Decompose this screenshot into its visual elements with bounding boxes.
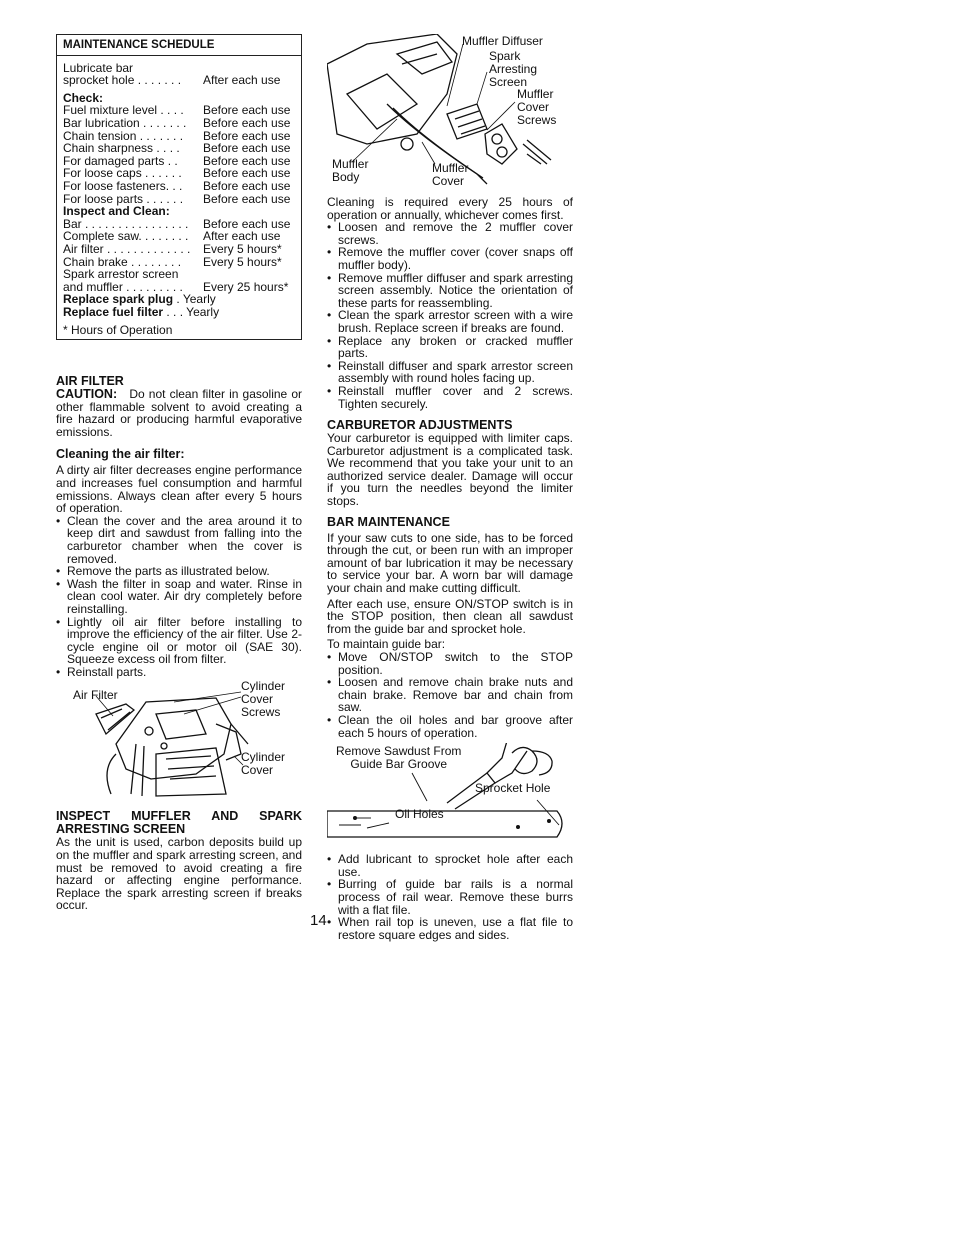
schedule-row bbox=[63, 306, 295, 319]
list-item: • Loosen and remove the 2 muffler cover screws. bbox=[327, 221, 573, 246]
schedule-value: Before each use bbox=[203, 153, 291, 168]
cleaning-air-filter-heading: Cleaning the air filter: bbox=[56, 447, 185, 462]
fig-label-muffler-cover: Muffler Cover bbox=[432, 161, 469, 188]
schedule-value: After each use bbox=[203, 229, 281, 244]
fig-label-muffler-cover-screws: Muffler Cover Screws bbox=[517, 87, 557, 127]
schedule-key: Chain sharpness . . . . bbox=[63, 141, 180, 156]
caution-label: CAUTION: bbox=[56, 387, 118, 401]
schedule-lubricate: Lubricate bar bbox=[63, 60, 134, 75]
schedule-key: For loose caps . . . . . . bbox=[63, 166, 182, 181]
bar-steps-2 bbox=[327, 853, 573, 941]
muffler-steps bbox=[327, 221, 573, 410]
schedule-value: Before each use bbox=[203, 141, 291, 156]
schedule-value: . . . Yearly bbox=[166, 304, 220, 319]
schedule-value: Before each use bbox=[203, 166, 291, 181]
schedule-inspect-heading: Inspect and Clean: bbox=[63, 204, 170, 219]
schedule-key: Chain tension . . . . . . . bbox=[63, 128, 184, 143]
fig-label-remove-sawdust: Remove Sawdust From Guide Bar Groove bbox=[336, 744, 462, 772]
list-item: • Reinstall muffler cover and 2 screws. Tighten securely. bbox=[327, 385, 573, 410]
list-item: • Add lubricant to sprocket hole after each use. bbox=[327, 853, 573, 878]
fig-label-oil-holes: Oil Holes bbox=[395, 807, 444, 822]
schedule-footnote: * Hours of Operation bbox=[63, 323, 173, 338]
list-item: • Clean the oil holes and bar groove after each 5 hours of operation. bbox=[327, 714, 573, 739]
carburetor-text: Your carburetor is equipped with limiter caps. Carburetor adjustment is a complicated task. We recommend that you take your unit to an authorized service dealer. Damage will occur if you turn the needles beyond the limiter stops. bbox=[327, 431, 573, 509]
schedule-key: sprocket hole . . . . . . . bbox=[63, 73, 182, 88]
muffler-figure bbox=[327, 34, 573, 190]
caution-text: Do not clean filter in gasoline or other flammable solvent to avoid creating a fire hazard or producing harmful evaporative emissions. bbox=[56, 387, 302, 439]
schedule-value: Every 25 hours* bbox=[203, 279, 289, 294]
schedule-key: For loose fasteners. . . bbox=[63, 178, 183, 193]
schedule-value: . Yearly bbox=[176, 292, 216, 307]
schedule-key: Bar lubrication . . . . . . . bbox=[63, 115, 187, 130]
muffler-text: As the unit is used, carbon deposits build up on the muffler and spark arresting screen, and must be removed to avoid creating a fire hazard or affecting engine performance. Replace the spark arresting screen if breaks occur. bbox=[56, 835, 302, 913]
list-item: • Remove muffler diffuser and spark arresting screen assembly. Notice the orientation of these parts for reassembling. bbox=[327, 272, 573, 310]
schedule-value: After each use bbox=[203, 73, 281, 88]
air-filter-heading: AIR FILTER bbox=[56, 374, 124, 388]
schedule-key: Chain brake . . . . . . . . bbox=[63, 254, 182, 269]
muffler-heading: INSPECT MUFFLER AND SPARK ARRESTING SCREEN bbox=[56, 809, 302, 837]
list-item: • Remove the muffler cover (cover snaps off muffler body). bbox=[327, 246, 573, 271]
list-item: • Clean the cover and the area around it to keep dirt and sawdust from falling into the carburetor chamber when the cover is removed. bbox=[56, 515, 302, 565]
guide-bar-figure bbox=[327, 743, 573, 853]
schedule-title: MAINTENANCE SCHEDULE bbox=[57, 35, 301, 56]
bar-text-2: After each use, ensure ON/STOP switch is in the STOP position, then clean all sawdust from the guide bar and sprocket hole. bbox=[327, 596, 573, 636]
schedule-value: Before each use bbox=[203, 103, 291, 118]
list-item: • Wash the filter in soap and water. Rinse in clean cool water. Air dry completely before reinstalling. bbox=[56, 578, 302, 616]
air-filter-figure bbox=[56, 679, 302, 802]
bar-steps bbox=[327, 651, 573, 739]
schedule-key: and muffler . . . . . . . . . bbox=[63, 279, 183, 294]
schedule-key: Air filter . . . . . . . . . . . . . bbox=[63, 241, 191, 256]
schedule-row bbox=[63, 117, 295, 130]
schedule-key: Complete saw. . . . . . . . bbox=[63, 229, 189, 244]
schedule-value: Before each use bbox=[203, 128, 291, 143]
schedule-value: Before each use bbox=[203, 216, 291, 231]
schedule-check-list bbox=[63, 104, 295, 205]
schedule-value: Before each use bbox=[203, 115, 291, 130]
fig-label-cylinder-cover: Cylinder Cover bbox=[241, 750, 286, 778]
schedule-value: Before each use bbox=[203, 191, 291, 206]
page-number: 14 bbox=[310, 912, 327, 929]
schedule-row bbox=[63, 180, 295, 193]
schedule-key: For loose parts . . . . . . bbox=[63, 191, 184, 206]
bar-text-1: If your saw cuts to one side, has to be forced through the cut, or been run with an improper amount of bar lubrication it may be necessary to service your bar. A worn bar will damage your chain and make cutting difficult. bbox=[327, 530, 573, 596]
list-item: • When rail top is uneven, use a flat file to restore square edges and sides. bbox=[327, 916, 573, 941]
schedule-key: Bar . . . . . . . . . . . . . . . . bbox=[63, 216, 189, 231]
schedule-row bbox=[63, 142, 295, 155]
schedule-row bbox=[63, 74, 295, 87]
schedule-spark: Spark arrestor screen bbox=[63, 267, 179, 282]
list-item: • Move ON/STOP switch to the STOP position. bbox=[327, 651, 573, 676]
schedule-key: Fuel mixture level . . . . bbox=[63, 103, 184, 118]
list-item: • Reinstall parts. bbox=[56, 666, 302, 679]
air-filter-steps bbox=[56, 515, 302, 679]
maintenance-schedule-box bbox=[56, 34, 302, 340]
list-item: • Loosen and remove chain brake nuts and chain brake. Remove bar and chain from saw. bbox=[327, 676, 573, 714]
list-item: • Replace any broken or cracked muffler parts. bbox=[327, 335, 573, 360]
schedule-value: Every 5 hours* bbox=[203, 241, 282, 256]
right-column bbox=[327, 34, 573, 941]
schedule-inspect-list bbox=[63, 218, 295, 268]
schedule-key: For damaged parts . . bbox=[63, 153, 178, 168]
list-item: • Burring of guide bar rails is a normal process of rail wear. Remove these burrs with a flat file. bbox=[327, 878, 573, 916]
muffler-cleaning-text: Cleaning is required every 25 hours of operation or annually, whichever comes first. bbox=[327, 195, 573, 222]
list-item: • Remove the parts as illustrated below. bbox=[56, 565, 302, 578]
schedule-check-heading: Check: bbox=[63, 90, 104, 105]
schedule-value: Before each use bbox=[203, 178, 291, 193]
list-item: • Clean the spark arrestor screen with a wire brush. Replace screen if breaks are found. bbox=[327, 309, 573, 334]
list-item: • Lightly oil air filter before installing to improve the efficiency of the air filter. Use 2-cycle engine oil or motor oil (SAE 30). Squeeze excess oil from filter. bbox=[56, 616, 302, 666]
air-filter-caution bbox=[56, 388, 302, 438]
bar-text-3: To maintain guide bar: bbox=[327, 637, 446, 652]
fig-label-air-filter: Air Filter bbox=[73, 688, 118, 703]
carburetor-heading: CARBURETOR ADJUSTMENTS bbox=[327, 418, 513, 433]
cleaning-intro: A dirty air filter decreases engine performance and increases fuel consumption and harmful emissions. Always clean after every 5 hours of operation. bbox=[56, 463, 302, 516]
bar-maintenance-heading: BAR MAINTENANCE bbox=[327, 514, 450, 529]
fig-label-sprocket-hole: Sprocket Hole bbox=[475, 781, 551, 796]
schedule-value: Every 5 hours* bbox=[203, 254, 282, 269]
list-item: • Reinstall diffuser and spark arrestor screen assembly with round holes facing up. bbox=[327, 360, 573, 385]
fig-label-cylinder-cover-screws: Cylinder Cover Screws bbox=[241, 679, 286, 720]
schedule-key: Replace fuel filter bbox=[63, 304, 164, 319]
fig-label-spark-arresting-screen: Spark Arresting Screen bbox=[489, 49, 538, 89]
left-column bbox=[56, 34, 302, 912]
fig-label-muffler-body: Muffler Body bbox=[332, 157, 369, 184]
schedule-row bbox=[63, 243, 295, 256]
fig-label-muffler-diffuser: Muffler Diffuser bbox=[462, 34, 543, 48]
schedule-key: Replace spark plug bbox=[63, 292, 174, 307]
